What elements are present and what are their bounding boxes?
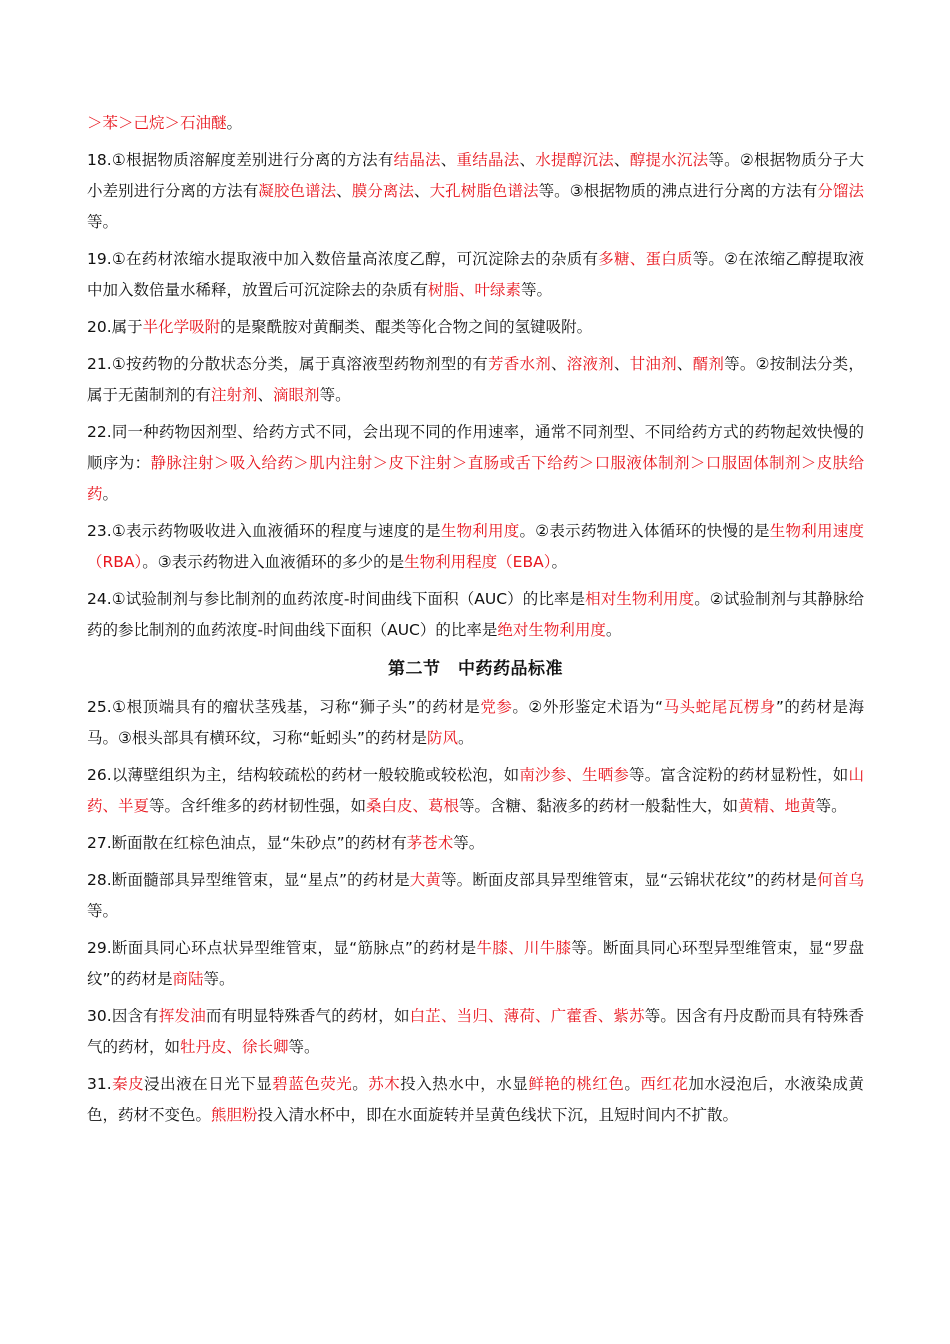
text-run: 。 [102, 485, 119, 503]
highlighted-term: 西红花 [640, 1075, 689, 1093]
highlighted-term: 牛膝、川牛膝 [476, 939, 572, 957]
highlighted-term: 大黄 [409, 871, 442, 889]
text-run: 等。②根据物质分子大小差别进行分离的方法有 [87, 151, 864, 200]
highlighted-term: 防风 [426, 729, 458, 747]
text-run: 29.断面具同心环点状异型维管束，显“筋脉点”的药材是 [87, 939, 477, 957]
highlighted-term: 白芷、当归、薄荷、广藿香、紫苏 [409, 1007, 645, 1025]
highlighted-term: 膜分离法 [351, 182, 415, 200]
document-body [87, 108, 864, 1137]
paragraph [87, 584, 864, 646]
text-run: 等。②在浓缩乙醇提取液中加入数倍量水稀释，放置后可沉淀除去的杂质有 [87, 250, 864, 299]
text-run: 等。含纤维多的药材韧性强，如 [149, 797, 367, 815]
text-run: 等。 [87, 213, 119, 231]
text-run: 21.①按药物的分散状态分类，属于真溶液型药物剂型的有 [87, 355, 488, 373]
highlighted-term: 南沙参、生晒参 [519, 766, 630, 784]
highlighted-term: 溶液剂 [566, 355, 614, 373]
highlighted-term: 醑剂 [692, 355, 725, 373]
highlighted-term: 多糖、蛋白质 [598, 250, 693, 268]
text-run: 23.①表示药物吸收进入血液循环的程度与速度的是 [87, 522, 441, 540]
highlighted-term: 滴眼剂 [273, 386, 320, 404]
highlighted-term: 碧蓝色荧光 [272, 1075, 353, 1093]
text-run: 31. [87, 1075, 112, 1093]
paragraph [87, 828, 864, 859]
highlighted-term: 半化学吸附 [142, 318, 221, 336]
highlighted-term: 党参 [480, 698, 513, 716]
text-run: 、 [519, 151, 536, 169]
text-run: 、 [613, 151, 630, 169]
highlighted-term: 生物利用度 [440, 522, 520, 540]
paragraph [87, 108, 864, 139]
text-run: 等。③根据物质的沸点进行分离的方法有 [538, 182, 818, 200]
highlighted-term: 生物利用程度（EBA） [404, 553, 552, 571]
highlighted-term: 黄精、地黄 [738, 797, 816, 815]
highlighted-term: 绝对生物利用度 [497, 621, 606, 639]
text-run: 等。因含有丹皮酚而具有特殊香气的药材，如 [87, 1007, 864, 1056]
paragraph [87, 244, 864, 306]
text-run: 而有明显特殊香气的药材，如 [205, 1007, 410, 1025]
highlighted-term: 秦皮 [111, 1075, 145, 1093]
highlighted-term: 苏木 [368, 1075, 401, 1093]
text-run: 18.①根据物质溶解度差别进行分离的方法有 [87, 151, 394, 169]
text-run: 19.①在药材浓缩水提取液中加入数倍量高浓度乙醇，可沉淀除去的杂质有 [87, 250, 599, 268]
text-run: 等。 [319, 386, 351, 404]
text-run: 。②表示药物进入体循环的快慢的是 [519, 522, 770, 540]
text-run: 28.断面髓部具异型维管束，显“星点”的药材是 [87, 871, 410, 889]
highlighted-term: 凝胶色谱法 [258, 182, 337, 200]
highlighted-term: 桑白皮、葛根 [366, 797, 460, 815]
text-run: 、 [613, 355, 630, 373]
text-run: 等。富含淀粉的药材显粉性，如 [629, 766, 849, 784]
text-run: 等。 [288, 1038, 320, 1056]
highlighted-term: 商陆 [172, 970, 204, 988]
text-run: 、 [257, 386, 274, 404]
text-run: 、 [336, 182, 352, 200]
text-run: 22.同一种药物因剂型、给药方式不同，会出现不同的作用速率，通常不同剂型、不同给药方式的药物起效快慢的顺序为： [87, 423, 864, 472]
text-run: 等。 [203, 970, 235, 988]
text-run: 26.以薄壁组织为主，结构较疏松的药材一般较脆或较松泡，如 [87, 766, 520, 784]
text-run: 等。②按制法分类，属于无菌制剂的有 [87, 355, 864, 404]
highlighted-term: 马头蛇尾瓦楞身 [663, 698, 776, 716]
text-run: 等。断面皮部具异型维管束，显“云锦状花纹”的药材是 [441, 871, 818, 889]
highlighted-term: 牡丹皮、徐长卿 [180, 1038, 289, 1056]
text-run: 。 [226, 114, 243, 132]
highlighted-term: 静脉注射＞吸入给药＞肌内注射＞皮下注射＞直肠或舌下给药＞口服液体制剂＞口服固体制剂＞皮肤给药 [87, 454, 864, 503]
text-run: 、 [440, 151, 457, 169]
text-run: 、 [550, 355, 567, 373]
paragraph [87, 692, 864, 754]
highlighted-term: 生物利用速度（RBA） [87, 522, 864, 571]
highlighted-term: 分馏法 [817, 182, 864, 200]
text-run: 的是聚酰胺对黄酮类、醌类等化合物之间的氢键吸附。 [220, 318, 593, 336]
text-run: 等。含糖、黏液多的药材一般黏性大，如 [459, 797, 739, 815]
text-run: 加水浸泡后，水液染成黄色，药材不变色。 [87, 1075, 864, 1124]
text-run: 。 [551, 553, 567, 571]
paragraph [87, 1001, 864, 1063]
highlighted-term: 鲜艳的桃红色 [528, 1075, 625, 1093]
highlighted-term: 甘油剂 [629, 355, 677, 373]
highlighted-term: 相对生物利用度 [585, 590, 695, 608]
text-run: 27.断面散在红棕色油点，显“朱砂点”的药材有 [87, 834, 407, 852]
paragraph [87, 1069, 864, 1131]
highlighted-term: ＞苯＞己烷＞石油醚 [87, 114, 227, 132]
highlighted-term: 重结晶法 [456, 151, 520, 169]
text-run: 、 [414, 182, 430, 200]
text-run: 20.属于 [87, 318, 143, 336]
highlighted-term: 何首乌 [817, 871, 864, 889]
highlighted-term: 熊胆粉 [211, 1106, 258, 1124]
text-run: 等。 [87, 902, 119, 920]
text-run: 。 [352, 1075, 369, 1093]
text-run: 等。 [815, 797, 847, 815]
paragraph [87, 312, 864, 343]
highlighted-term: 注射剂 [211, 386, 258, 404]
text-run: 。 [624, 1075, 641, 1093]
highlighted-term: 醇提水沉法 [629, 151, 709, 169]
text-run: 投入清水杯中，即在水面旋转并呈黄色线状下沉，且短时间内不扩散。 [257, 1106, 739, 1124]
paragraph [87, 145, 864, 238]
text-run: 等。 [521, 281, 553, 299]
text-run: 等。断面具同心环型异型维管束，显“罗盘纹”的药材是 [87, 939, 864, 988]
paragraph [87, 516, 864, 578]
paragraph [87, 933, 864, 995]
highlighted-term: 树脂、叶绿素 [428, 281, 522, 299]
highlighted-term: 山药、半夏 [87, 766, 864, 815]
highlighted-term: 芳香水剂 [488, 355, 551, 373]
text-run: 。 [457, 729, 474, 747]
text-run: 浸出液在日光下显 [144, 1075, 273, 1093]
highlighted-term: 结晶法 [393, 151, 441, 169]
paragraph [87, 349, 864, 411]
paragraph [87, 760, 864, 822]
paragraph [87, 417, 864, 510]
text-run: 。②外形鉴定术语为“ [512, 698, 664, 716]
section-title: 第二节 中药药品标准 [388, 659, 563, 679]
highlighted-term: 大孔树脂色谱法 [429, 182, 539, 200]
text-run: 30.因含有 [87, 1007, 159, 1025]
text-run: 。③表示药物进入血液循环的多少的是 [142, 553, 405, 571]
text-run: 。 [605, 621, 622, 639]
paragraph [87, 865, 864, 927]
highlighted-term: 茅苍术 [406, 834, 454, 852]
highlighted-term: 挥发油 [158, 1007, 206, 1025]
text-run: 、 [676, 355, 693, 373]
text-run: 。②试验制剂与其静脉给药的参比制剂的血药浓度-时间曲线下面积（AUC）的比率是 [87, 590, 864, 639]
text-run: 投入热水中，水显 [400, 1075, 529, 1093]
text-run: ”的药材是海马。③根头部具有横环纹，习称“蚯蚓头”的药材是 [87, 698, 864, 747]
text-run: 24.①试验制剂与参比制剂的血药浓度-时间曲线下面积（AUC）的比率是 [87, 590, 586, 608]
text-run: 25.①根顶端具有的瘤状茎残基，习称“狮子头”的药材是 [87, 698, 481, 716]
text-run: 等。 [453, 834, 485, 852]
highlighted-term: 水提醇沉法 [535, 151, 614, 169]
